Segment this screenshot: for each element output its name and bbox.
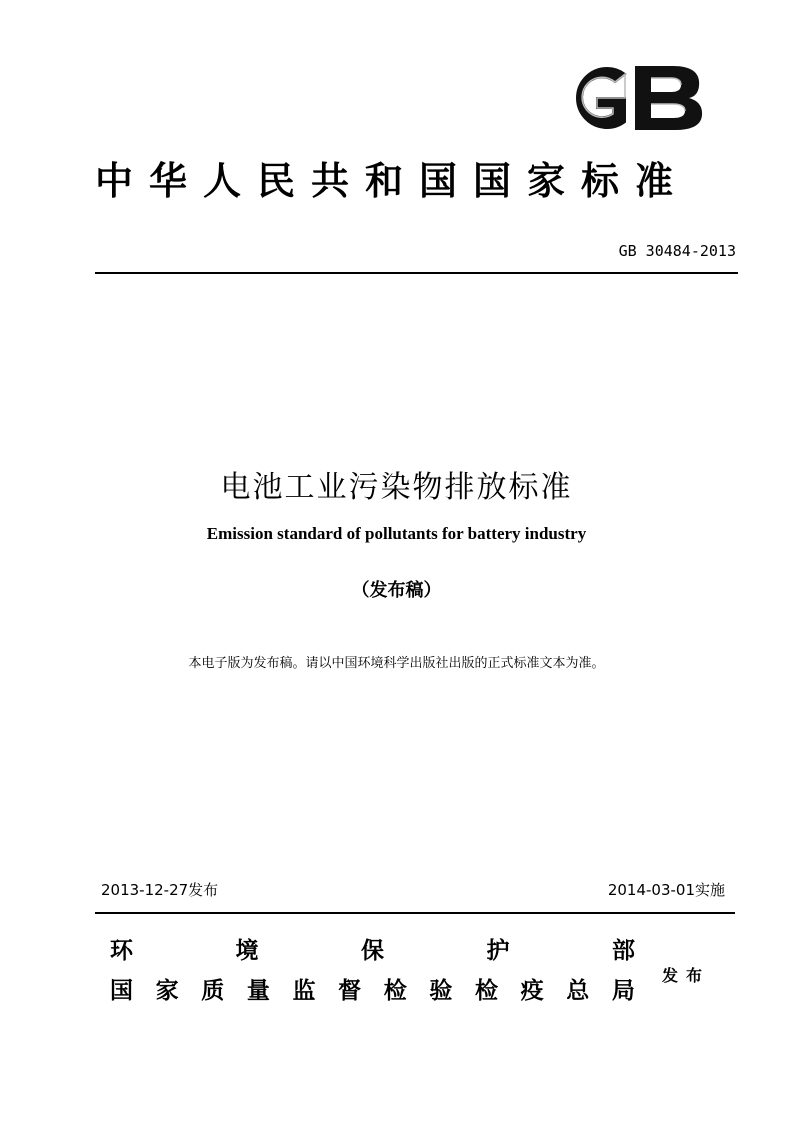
authority-char: 检: [475, 977, 498, 1004]
authority-char: 质: [201, 977, 225, 1004]
authority-char: 督: [338, 977, 362, 1004]
issue-date: 2013-12-27发布: [101, 881, 219, 899]
authority-char: 家: [155, 977, 179, 1004]
authority-char: 保: [361, 937, 384, 964]
authority-char: 验: [429, 977, 453, 1004]
edition-notice: 本电子版为发布稿。请以中国环境科学出版社出版的正式标准文本为准。: [188, 656, 605, 671]
authority-char: 量: [246, 977, 270, 1004]
authority-char: 检: [383, 977, 407, 1004]
authority-char: 环: [110, 937, 133, 964]
title-chinese: 电池工业污染物排放标准: [220, 470, 573, 505]
draft-label: （发布稿）: [351, 580, 442, 601]
authority-char: 国: [110, 977, 133, 1004]
authority-char: 监: [292, 977, 316, 1004]
implementation-date: 2014-03-01实施: [607, 881, 725, 899]
authority-char: 总: [566, 977, 590, 1004]
gb-logo: [555, 60, 705, 136]
bottom-divider: [95, 912, 735, 914]
standard-type: 中华人民共和国国家标准: [95, 158, 690, 203]
publish-label: 发布: [662, 966, 711, 985]
authority-char: 境: [235, 937, 259, 964]
authority-quality-inspection: [110, 972, 635, 1005]
top-divider: [95, 272, 738, 274]
authority-char: 部: [612, 937, 635, 964]
authority-char: 局: [611, 977, 635, 1004]
authority-char: 护: [486, 937, 510, 964]
authority-environmental-protection: [110, 932, 635, 965]
authority-char: 疫: [520, 977, 544, 1004]
title-english: Emission standard of pollutants for battery industry: [206, 524, 587, 543]
standard-number: GB 30484-2013: [618, 242, 736, 260]
